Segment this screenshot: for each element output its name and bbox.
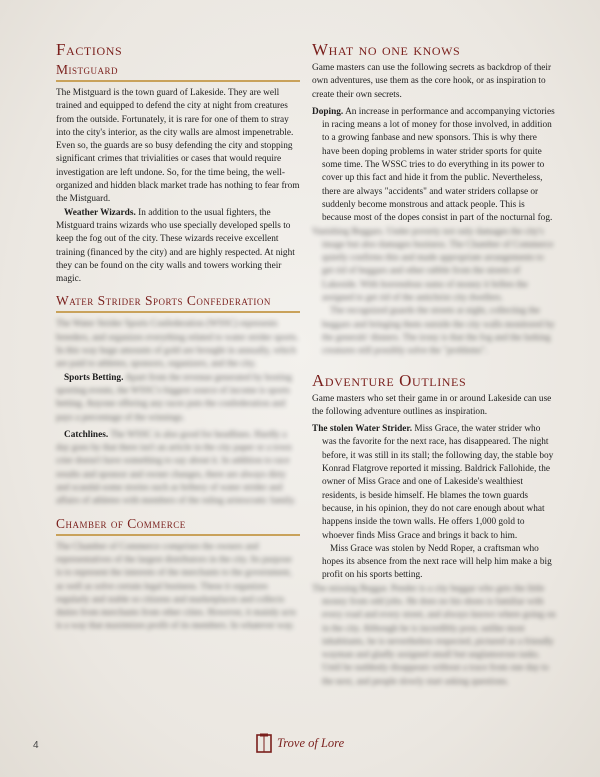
doping-paragraph — [312, 106, 556, 226]
stolen-strider-paragraph-2: Miss Grace was stolen by Nedd Roper, a craftsman who hopes its absence from the next race will help him make a big profit on his sports betting. — [322, 543, 552, 581]
vanishing-beggars-paragraph-2: The recognized guards the streets at night, collecting the beggars and bringing them outside the city walls monitored by the generals' dinners. The irony is that the fog and the lurking creatures still possibly solve the "problems". — [322, 306, 555, 357]
right-column — [312, 40, 556, 689]
left-column — [56, 40, 300, 634]
weather-wizards-lead: Weather Wizards. — [64, 207, 136, 218]
footer-brand — [256, 732, 344, 754]
factions-heading: Factions — [56, 40, 123, 59]
mistguard-paragraph: The Mistguard is the town guard of Lakeside. They are well trained and equipped to defend the city at night from creatures from the outside. Fortunately, it is rare for one of them to stray into the city's interior, as the city walls are almost impenetrable. Even so, the guards are so busy defending the city and stopping significant crimes that trivialities or cases that would require investigation are left undone. So, for the time being, the well-organized and hidden black market trade has nothing to fear from the Mistguard. — [56, 88, 300, 205]
wsscf-paragraph: The Water Strider Sports Confederation (WSSC) represents breeders, and organizes everything related to water strider sports. In this way huge amounts of gold are brought in annually, which are paid to athletes, sponsors, organizers, and the city. — [56, 319, 299, 370]
missing-beggar-paragraph: The missing Beggar. Pender is a city beggar who gets the little money from odd jobs. He does no his shoes is familiar with every road and every street, and always knows where going on in the city. Although he is incredibly poor, unlike most inhabitants, he is nevertheless respected, pictured as a friendly wayman and gladly assigned small but unglamorous tasks. Until he suddenly disappears without a trace from one day to the next, and people slowly start asking questions. — [312, 583, 556, 687]
chamber-paragraph: The Chamber of Commerce comprises the owners and representatives of the largest distributors in the city. Its purpose is to represent the interests of the merchants to the government, as well as solve certain legal business. These it organizes regularly and stable so citizens and marketplaces and collects duties from merchants from other cities. However, it mainly acts is a way that maximizes profit of its members. In whatever way. — [56, 541, 296, 632]
weather-wizards-text: In addition to the usual fighters, the Mistguard trains wizards who use specially developed spells to keep the fog out of the city. These wizards receive excellent training (financed by the city) and are highly respected. At night they can be found on the city walls and towers working their magic. — [56, 207, 295, 285]
wsscf-heading: Water Strider Sports Confederation — [56, 293, 300, 313]
stolen-strider-text: Miss Grace, the water strider who was the favorite for the next race, has disappeared. The night before, it was still in its stall; the following day, the stable boy Konrad Flatgrove reported it missing. Baldrick Fallohide, the owner of Miss Grace and one of Lakeside's wealthiest residents, is beside himself. He blames the town guards because, in his opinion, they do not care enough about what happens inside the town walls. He offers 1,000 gold to whoever finds Miss Grace and brings it back to him. — [322, 424, 554, 541]
stolen-strider-paragraph — [312, 423, 556, 543]
catchlines-lead: Catchlines. — [64, 429, 109, 440]
adventure-heading: Adventure Outlines — [312, 370, 467, 390]
weather-wizards-paragraph — [56, 207, 300, 287]
chamber-heading: Chamber of Commerce — [56, 516, 300, 536]
catchlines-text: The WSSC is also good for headlines. Hardly a day goes by that there isn't an article in the city paper or a town crier doesn't have something to say about it. In addition to race results and sponsor and owner changes, there are always dirty and scandal-some stories such as bribery of water strider and affairs of athletes with members of the ruling aristocratic family. — [56, 429, 296, 507]
doping-text: An increase in performance and accompanying victories in racing means a lot of money for those involved, in addition to a growing fanbase and new sponsors. This is why there have been doping problems in water strider sports for quite some time. The WSSC tries to do everything in its power to cover up this fact and hide it from the public. Nevertheless, there are always "accidents" and water striders collapse or suddenly become monstrous and attack people. This is because most of the dopes consist in part of the nocturnal fog. — [322, 106, 555, 224]
secrets-intro: Game masters can use the following secrets as backdrop of their own adventures, use them as the core hook, or as inspiration to create their own secrets. — [312, 63, 552, 100]
book-icon — [256, 733, 272, 753]
doping-lead: Doping. — [312, 106, 344, 117]
secrets-heading: What no one knows — [312, 40, 461, 59]
sports-betting-paragraph — [56, 372, 300, 425]
stolen-strider-lead: The stolen Water Strider. — [312, 424, 413, 435]
adventure-intro: Game masters who set their game in or around Lakeside can use the following adventure outlines as inspiration. — [312, 393, 552, 417]
catchlines-paragraph — [56, 429, 300, 509]
brand-name: Trove of Lore — [277, 735, 345, 750]
vanishing-beggars-paragraph: Vanishing Beggars. Under poverty not only damages the city's image but also damages business. The Chamber of Commerce quietly confirms this and made appropriate arrangements to get rid of beggars and other rabble from the streets of Lakeside. With horrendous sums of money it bribes the assigned to get rid of the antichrist city dwellers. — [312, 226, 554, 304]
sports-betting-lead: Sports Betting. — [64, 372, 124, 383]
page-number: 4 — [33, 740, 39, 751]
sports-betting-text: Apart from the revenue generated by hosting sporting events, the WSSC's biggest source of income is sports betting. Anyone offering any races puts the confederation and pays a percentage of the winnings. — [56, 372, 292, 423]
mistguard-heading: Mistguard — [56, 62, 300, 82]
